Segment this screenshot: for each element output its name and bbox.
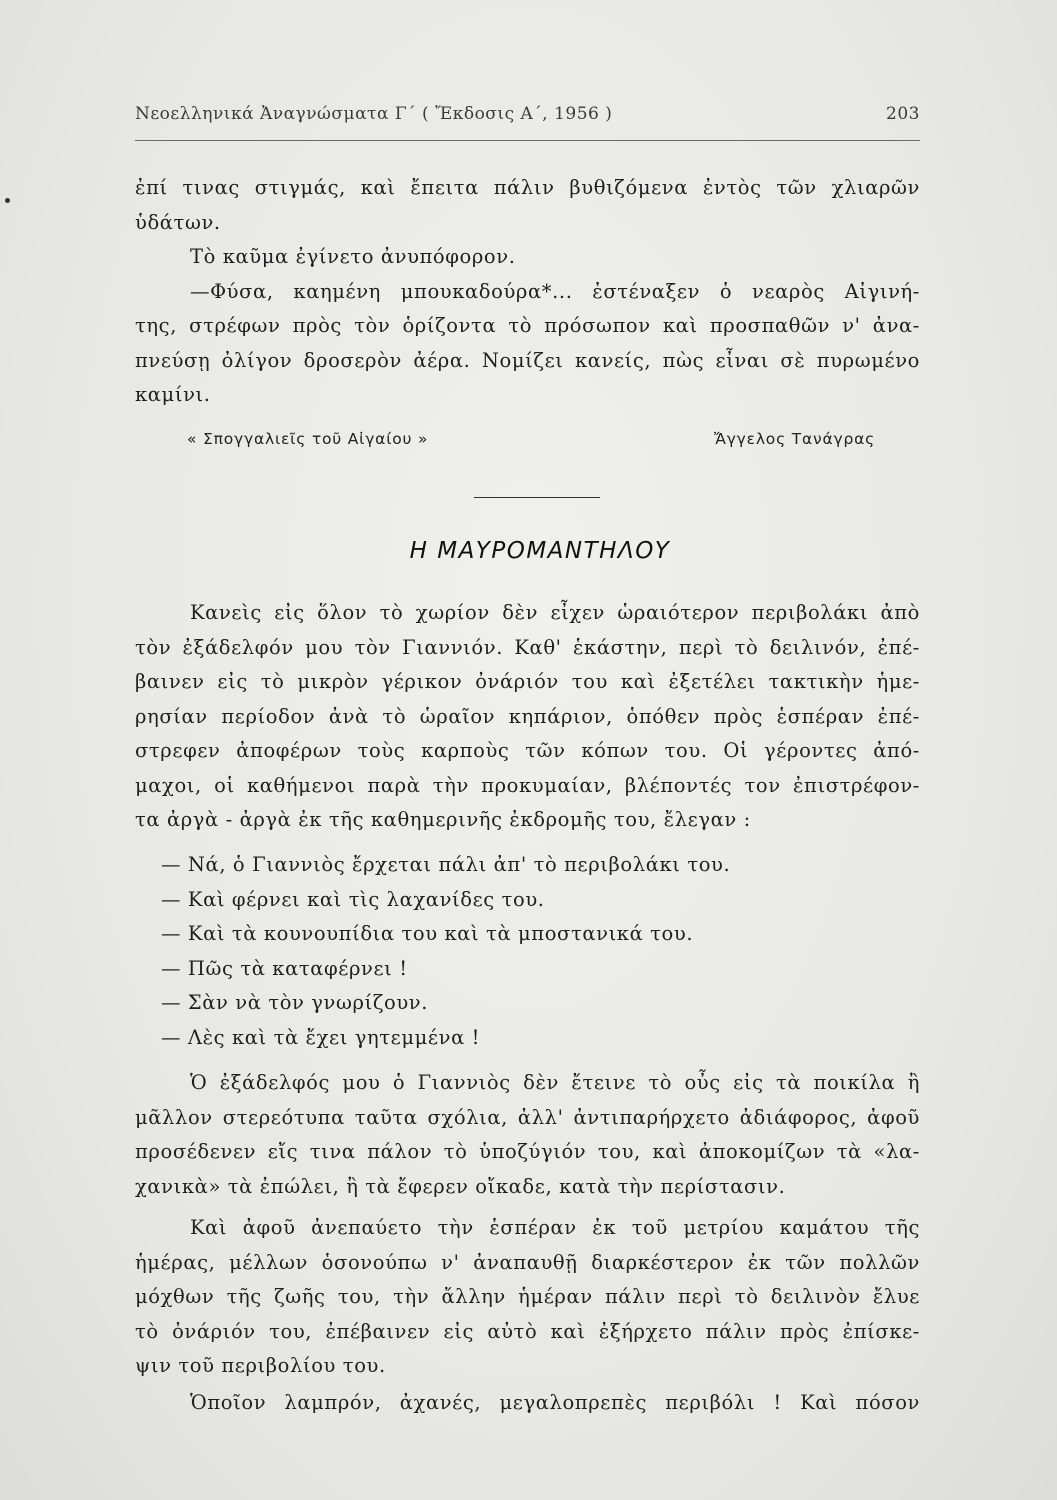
page-number: 203 (886, 104, 920, 124)
text-line: μαχοι, οἱ καθήμενοι παρὰ τὴν προκυμαίαν, βλέποντές τον ἐπιστρέφον- (135, 773, 920, 797)
dialogue-line: — Καὶ τὰ κουνουπίδια του καὶ τὰ μποστανικά του. (161, 922, 694, 945)
intro-line: Τὸ καῦμα ἐγίνετο ἀνυπόφορον. (190, 245, 516, 268)
text-line: ἡμέρας, μέλλων ὁσονούπω ν' ἀναπαυθῇ διαρκέστερον ἐκ τῶν πολλῶν (135, 1250, 920, 1274)
text-line: βαινεν εἰς τὸ μικρὸν γέρικον ὀνάριόν του καὶ ἐξετέλει τακτικὴν ἡμε- (135, 670, 920, 693)
paragraph-4 (135, 1386, 920, 1421)
intro-line: ἐπί τινας στιγμάς, καὶ ἔπειτα πάλιν βυθιζόμενα ἐντὸς τῶν χλιαρῶν (135, 176, 920, 199)
dialogue-line: — Νά, ὁ Γιαννιὸς ἔρχεται πάλι ἀπ' τὸ περιβολάκι του. (161, 853, 731, 876)
running-title: Νεοελληνικά Ἀναγνώσματα Γ΄ ( Ἔκδοσις Α΄, 1956 ) (135, 104, 613, 124)
dialogue-block (135, 848, 920, 1055)
header-rule (135, 140, 920, 141)
text-line: χανικὰ» τὰ ἐπώλει, ἢ τὰ ἔφερεν οἴκαδε, κατὰ τὴν περίστασιν. (135, 1174, 786, 1198)
text-line: Κανεὶς εἰς ὅλον τὸ χωρίον δὲν εἶχεν ὡραιότερον περιβολάκι ἀπὸ (190, 601, 920, 624)
story-title: Η ΜΑΥΡΟΜΑΝΤΗΛΟΥ (409, 538, 671, 564)
dialogue-line: — Καὶ φέρνει καὶ τὶς λαχανίδες του. (161, 887, 545, 911)
text-line: στρεφεν ἀποφέρων τοὺς καρποὺς τῶν κόπων του. Οἱ γέροντες ἀπό- (135, 739, 920, 762)
source-attribution (187, 430, 875, 448)
source-work: « Σπογγαλιεῖς τοῦ Αἰγαίου » (187, 430, 429, 448)
source-author: Ἄγγελος Τανάγρας (713, 430, 875, 448)
intro-line: της, στρέφων πρὸς τὸν ὁρίζοντα τὸ πρόσωπον καὶ προσπαθῶν ν' ἀνα- (135, 314, 920, 337)
text-line: προσέδενεν εἴς τινα πάλον τὸ ὑποζύγιόν του, καὶ ἀποκομίζων τὰ «λα- (135, 1140, 920, 1163)
text-line: ψιν τοῦ περιβολίου του. (135, 1354, 386, 1377)
section-divider (474, 497, 600, 498)
intro-line: καμίνι. (135, 383, 211, 406)
text-line: τὸν ἐξάδελφόν μου τὸν Γιαννιόν. Καθ' ἑκάστην, περὶ τὸ δειλινόν, ἐπέ- (135, 635, 920, 659)
print-speck (5, 198, 10, 203)
text-line: τὸ ὀνάριόν του, ἐπέβαινεν εἰς αὐτὸ καὶ ἐξήρχετο πάλιν πρὸς ἐπίσκε- (135, 1319, 920, 1343)
intro-passage (135, 171, 920, 413)
running-head (135, 104, 920, 124)
intro-line: ὑδάτων. (135, 210, 221, 234)
intro-line: πνεύσῃ ὀλίγον δροσερὸν ἀέρα. Νομίζει κανείς, πὼς εἶναι σὲ πυρωμένο (135, 348, 920, 372)
text-line: Ὁποῖον λαμπρόν, ἀχανές, μεγαλοπρεπὲς περιβόλι ! Καὶ πόσον (190, 1391, 920, 1414)
text-line: ρησίαν περίοδον ἀνὰ τὸ ὡραῖον κηπάριον, ὁπόθεν πρὸς ἑσπέραν ἐπέ- (135, 704, 920, 728)
dialogue-line: — Πῶς τὰ καταφέρνει ! (161, 956, 408, 980)
text-line: Καὶ ἀφοῦ ἀνεπαύετο τὴν ἑσπέραν ἐκ τοῦ μετρίου καμάτου τῆς (190, 1216, 920, 1239)
dialogue-line: — Λὲς καὶ τὰ ἔχει γητεμμένα ! (161, 1025, 481, 1049)
text-line: Ὁ ἐξάδελφός μου ὁ Γιαννιὸς δὲν ἔτεινε τὸ οὖς εἰς τὰ ποικίλα ἢ (190, 1071, 920, 1094)
dialogue-line: — Σὰν νὰ τὸν γνωρίζουν. (161, 991, 429, 1014)
paragraph-2 (135, 1066, 920, 1204)
text-line: μόχθων τῆς ζωῆς του, τὴν ἄλλην ἡμέραν πάλιν περὶ τὸ δειλινὸν ἔλυε (135, 1285, 920, 1308)
text-line: μᾶλλον στερεότυπα ταῦτα σχόλια, ἀλλ' ἀντιπαρήρχετο ἀδιάφορος, ἀφοῦ (135, 1105, 920, 1129)
intro-line: —Φύσα, καημένη μπουκαδούρα*... ἐστέναξεν ὁ νεαρὸς Αἰγινή- (190, 279, 920, 303)
paragraph-3 (135, 1211, 920, 1384)
text-line: τα ἀργὰ - ἀργὰ ἐκ τῆς καθημερινῆς ἐκδρομῆς του, ἔλεγαν : (135, 808, 751, 831)
paragraph-1 (135, 596, 920, 838)
